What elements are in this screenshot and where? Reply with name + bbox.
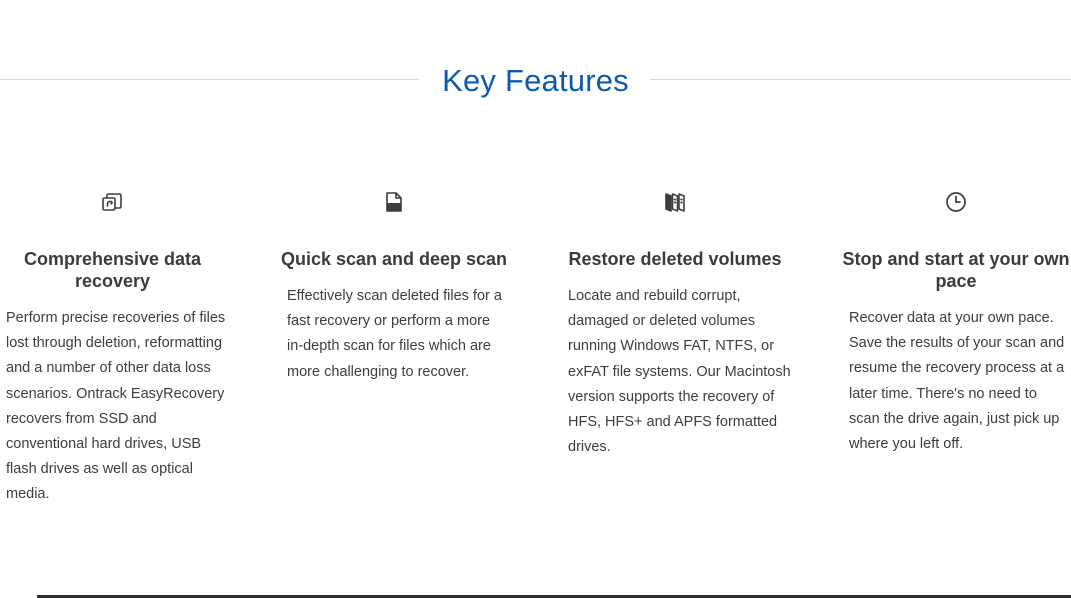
copy-recovery-icon: [100, 190, 124, 214]
feature-title: Quick scan and deep scan: [280, 249, 508, 269]
section-title: Key Features: [442, 63, 629, 98]
feature-description: Recover data at your own pace. Save the results of your scan and resume the recovery process at a later time. There's no need to scan the drive again, just pick up where you left off.: [849, 310, 1065, 453]
volumes-icon: [663, 190, 687, 214]
document-scan-icon: [382, 190, 406, 214]
feature-description: Locate and rebuild corrupt, damaged or deleted volumes running Windows FAT, NTFS, or exFAT file systems. Our Macintosh version supports the recovery of HFS, HFS+ and APFS formatted drives.: [568, 288, 791, 456]
feature-description: Effectively scan deleted files for a fast recovery or perform a more in-depth scan for files which are more challenging to recover.: [287, 288, 502, 380]
heading-divider-right: [650, 79, 1071, 80]
feature-title: Comprehensive data recovery: [23, 249, 202, 291]
feature-description: Perform precise recoveries of files lost through deletion, reformatting and a number of other data loss scenarios. Ontrack EasyRecovery recovers from SSD and conventional hard drives, USB flash drives as well as optical media.: [6, 310, 226, 503]
clock-icon: [944, 190, 968, 214]
section-heading: [0, 62, 1071, 102]
feature-title: Stop and start at your own pace: [842, 249, 1070, 291]
feature-title: Restore deleted volumes: [568, 249, 782, 269]
